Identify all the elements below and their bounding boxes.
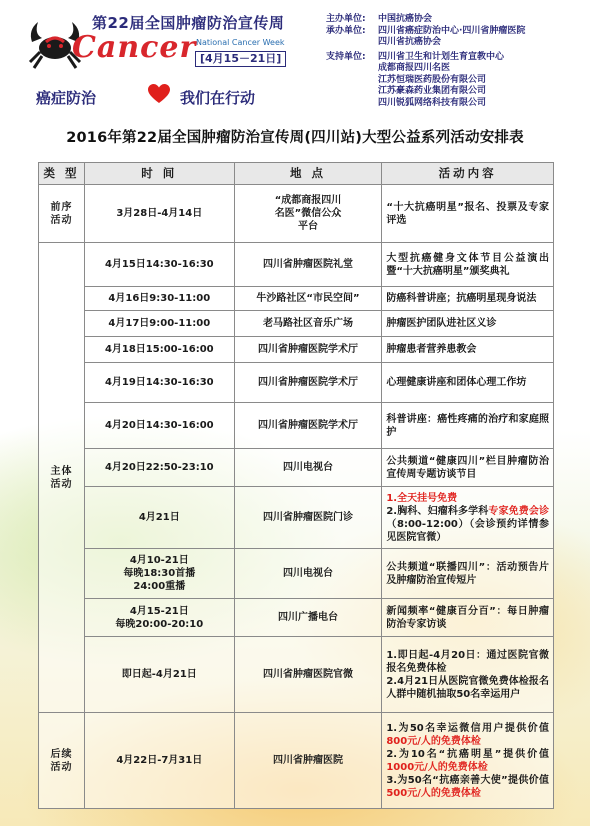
- table-header-row: [39, 163, 554, 185]
- time-cell: 4月15日14:30-16:30: [84, 243, 234, 287]
- time-cell: 3月28日-4月14日: [84, 185, 234, 243]
- week-subtitle: National Cancer Week: [196, 38, 285, 47]
- host-row: [326, 14, 525, 26]
- time-cell: 4月20日14:30-16:00: [84, 403, 234, 449]
- week-title: 第22届全国肿瘤防治宣传周: [92, 14, 285, 32]
- support-org: 江苏恒瑞医药股份有限公司: [378, 74, 487, 85]
- time-cell: 4月19日14:30-16:30: [84, 363, 234, 403]
- time-cell: 4月16日9:30-11:00: [84, 287, 234, 311]
- location-cell: 牛沙路社区“市民空间”: [234, 287, 382, 311]
- organizers: [326, 14, 525, 109]
- header-activity: 活动内容: [382, 163, 554, 185]
- activity-cell: 1.为50名幸运微信用户提供价值800元/人的免费体检 2.为10名“抗癌明星”提供价值1000元/人的免费体检 3.为50名“抗癌亲善大使”提供价值500元/人的免费体检: [382, 713, 554, 809]
- location-cell: 四川省肿瘤医院礼堂: [234, 243, 382, 287]
- table-row: [39, 403, 554, 449]
- support-label: 支持单位:: [326, 51, 366, 62]
- location-cell: 四川省肿瘤医院学术厅: [234, 363, 382, 403]
- time-cell: 4月10-21日 每晚18:30首播 24:00重播: [84, 549, 234, 599]
- undertaker-label: 承办单位:: [326, 25, 366, 36]
- table-row: [39, 449, 554, 487]
- location-cell: 老马路社区音乐广场: [234, 311, 382, 337]
- activity-cell: “十大抗癌明星”报名、投票及专家评选: [382, 185, 554, 243]
- table-row: [39, 713, 554, 809]
- activity-cell: 防癌科普讲座；抗癌明星现身说法: [382, 287, 554, 311]
- host-org: 中国抗癌协会: [378, 14, 433, 24]
- activity-cell: 1.即日起-4月20日：通过医院官微报名免费体检 2.4月21日从医院官微免费体检报名人群中随机抽取50名幸运用户: [382, 637, 554, 713]
- time-cell: 即日起-4月21日: [84, 637, 234, 713]
- time-cell: 4月21日: [84, 487, 234, 549]
- undertaker-org: 四川省抗癌协会: [378, 37, 442, 47]
- schedule-table: [38, 162, 554, 809]
- time-cell: 4月18日15:00-16:00: [84, 337, 234, 363]
- support-org: 四川省卫生和计划生育宣教中心: [378, 51, 505, 62]
- page-title: 2016年第22届全国肿瘤防治宣传周(四川站)大型公益系列活动安排表: [66, 130, 524, 146]
- header-location: 地 点: [234, 163, 382, 185]
- table-row: [39, 487, 554, 549]
- table-row: [39, 363, 554, 403]
- support-org: 四川锐狐网络科技有限公司: [378, 97, 487, 108]
- table-row: [39, 311, 554, 337]
- location-cell: 四川广播电台: [234, 599, 382, 637]
- support-row: [326, 52, 525, 110]
- table-row: [39, 337, 554, 363]
- category-cell: 前序 活动: [39, 185, 85, 243]
- week-dates: [4月15－21日]: [195, 51, 286, 67]
- host-label: 主办单位:: [326, 14, 366, 24]
- time-cell: 4月22日-7月31日: [84, 713, 234, 809]
- activity-cell: 公共频道“健康四川”栏目肿瘤防治宣传周专题访谈节目: [382, 449, 554, 487]
- header: [0, 0, 590, 120]
- activity-cell: 科普讲座：癌性疼痛的治疗和家庭照护: [382, 403, 554, 449]
- support-org: 成都商报四川名医: [378, 63, 451, 73]
- header-type: 类 型: [39, 163, 85, 185]
- location-cell: 四川省肿瘤医院: [234, 713, 382, 809]
- activity-cell: 肿瘤医护团队进社区义诊: [382, 311, 554, 337]
- time-cell: 4月17日9:00-11:00: [84, 311, 234, 337]
- location-cell: 四川电视台: [234, 549, 382, 599]
- cancer-wordmark: Cancer: [72, 30, 197, 65]
- slogan-right: 我们在行动: [180, 89, 256, 107]
- location-cell: 四川省肿瘤医院学术厅: [234, 337, 382, 363]
- free-registration-text: 1.全天挂号免费: [386, 492, 458, 504]
- activity-cell: 新闻频率“健康百分百”：每日肿瘤防治专家访谈: [382, 599, 554, 637]
- location-cell: 四川省肿瘤医院官微: [234, 637, 382, 713]
- location-cell: 四川省肿瘤医院门诊: [234, 487, 382, 549]
- activity-cell: 公共频道“联播四川”：活动预告片及肿瘤防治宣传短片: [382, 549, 554, 599]
- table-row: [39, 243, 554, 287]
- location-cell: 四川电视台: [234, 449, 382, 487]
- undertaker-org: 四川省癌症防治中心·四川省肿瘤医院: [378, 25, 526, 36]
- heart-icon: [148, 84, 170, 104]
- table-row: [39, 185, 554, 243]
- support-org: 江苏豪森药业集团有限公司: [378, 86, 487, 96]
- time-cell: 4月15-21日 每晚20:00-20:10: [84, 599, 234, 637]
- category-cell: 后续 活动: [39, 713, 85, 809]
- table-row: [39, 549, 554, 599]
- activity-cell: 心理健康讲座和团体心理工作坊: [382, 363, 554, 403]
- activity-cell: 肿瘤患者营养患教会: [382, 337, 554, 363]
- category-cell: 主体 活动: [39, 243, 85, 713]
- table-row: [39, 287, 554, 311]
- slogan-left: 癌症防治: [36, 89, 97, 107]
- undertaker-row: [326, 26, 525, 49]
- table-row: [39, 637, 554, 713]
- activity-cell: [382, 487, 554, 549]
- time-cell: 4月20日22:50-23:10: [84, 449, 234, 487]
- activity-cell: 大型抗癌健身文体节目公益演出暨“十大抗癌明星”颁奖典礼: [382, 243, 554, 287]
- location-cell: “成都商报四川 名医”微信公众 平台: [234, 185, 382, 243]
- location-cell: 四川省肿瘤医院学术厅: [234, 403, 382, 449]
- header-time: 时 间: [84, 163, 234, 185]
- table-row: [39, 599, 554, 637]
- consultation-text: 2.胸科、妇瘤科多学科专家免费会诊（8:00-12:00）（会诊预约详情参见医院官微）: [386, 505, 549, 543]
